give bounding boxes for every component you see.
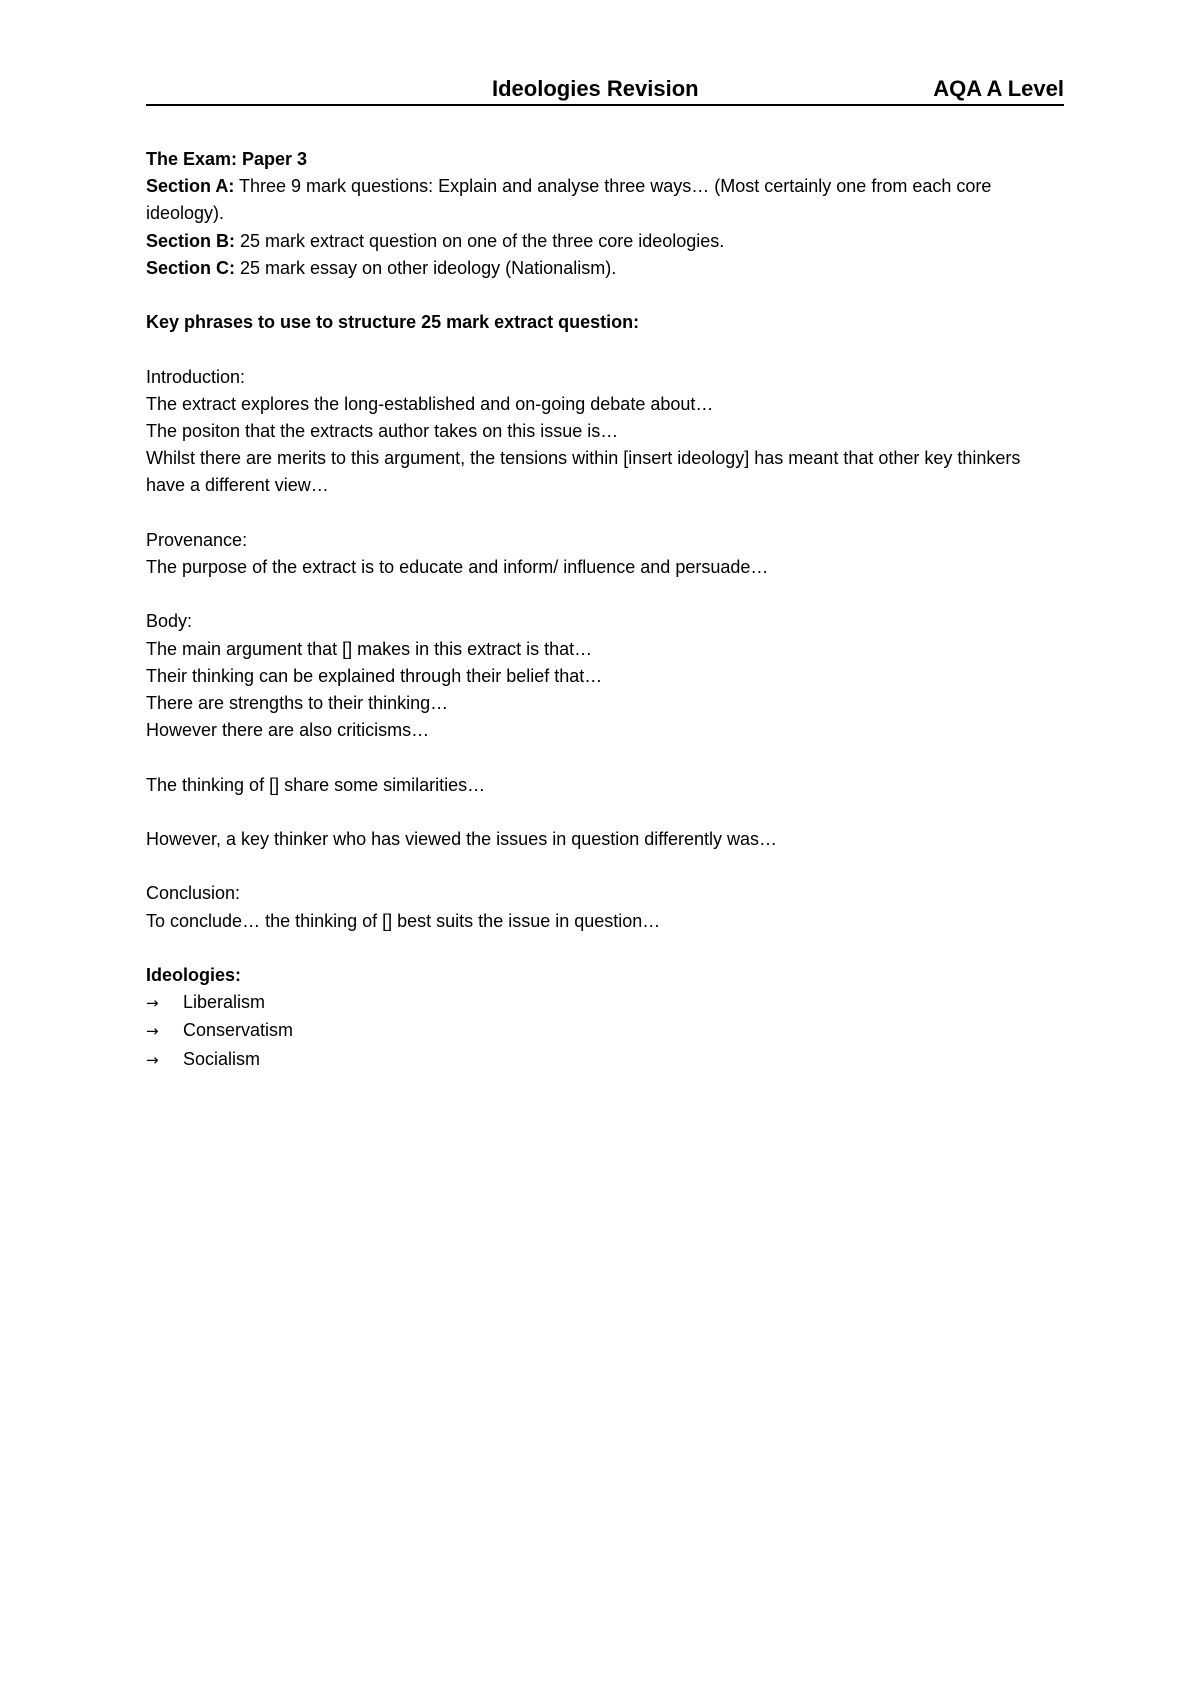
ideologies-heading: Ideologies: (146, 964, 242, 985)
key-phrases-heading: Key phrases to use to structure 25 mark extract question: (146, 312, 640, 333)
spacer (146, 799, 1064, 826)
section-a-label: Section A: (146, 176, 235, 197)
ideology-name: Liberalism (183, 992, 266, 1013)
section-a-text: Three 9 mark questions: Explain and analyse three ways… (Most certainly one from each core ideology). (146, 176, 997, 224)
body-line: There are strengths to their thinking… (146, 693, 449, 713)
document-title: Ideologies Revision (492, 76, 699, 101)
similarities-line: The thinking of [] share some similarities… (146, 774, 486, 795)
document-level: AQA A Level (933, 76, 1064, 101)
body-line: The main argument that [] makes in this extract is that… (146, 638, 593, 659)
arrow-right-icon: → (146, 1050, 159, 1069)
section-b (146, 228, 1064, 255)
conclusion-heading: Conclusion: (146, 883, 241, 904)
section-c (146, 255, 1064, 282)
section-c-label: Section C: (146, 257, 236, 278)
provenance-line: The purpose of the extract is to educate and inform/ influence and persuade… (146, 557, 769, 577)
introduction-line: Whilst there are merits to this argument, the tensions within [insert ideology] has meant that other key thinkers have a different view… (146, 448, 1026, 496)
body-line: Their thinking can be explained through their belief that… (146, 665, 603, 686)
introduction-heading: Introduction: (146, 366, 246, 387)
spacer (146, 282, 1064, 309)
document-body (146, 146, 1064, 1074)
arrow-right-icon: → (146, 994, 159, 1013)
body-line: However there are also criticisms… (146, 720, 430, 741)
ideology-list-item (146, 989, 1064, 1017)
ideology-name: Socialism (183, 1048, 261, 1069)
spacer (146, 500, 1064, 527)
page-header (146, 74, 1064, 106)
ideology-list-item (146, 1017, 1064, 1045)
ideology-list-item (146, 1046, 1064, 1074)
spacer (146, 336, 1064, 363)
body-heading: Body: (146, 611, 193, 632)
introduction-line: The extract explores the long-established and on-going debate about… (146, 393, 714, 414)
section-b-text: 25 mark extract question on one of the three core ideologies. (235, 230, 725, 251)
differently-line: However, a key thinker who has viewed the issues in question differently was… (146, 828, 777, 849)
spacer (146, 935, 1064, 962)
section-c-text: 25 mark essay on other ideology (Nationalism). (235, 257, 617, 278)
ideology-name: Conservatism (183, 1020, 294, 1041)
spacer (146, 744, 1064, 771)
introduction-line: The positon that the extracts author takes on this issue is… (146, 421, 619, 441)
spacer (146, 581, 1064, 608)
arrow-right-icon: → (146, 1022, 159, 1041)
exam-heading: The Exam: Paper 3 (146, 149, 308, 169)
section-b-label: Section B: (146, 230, 236, 251)
conclusion-line: To conclude… the thinking of [] best suits the issue in question… (146, 910, 661, 931)
spacer (146, 853, 1064, 880)
section-a (146, 173, 1064, 227)
provenance-heading: Provenance: (146, 529, 248, 550)
